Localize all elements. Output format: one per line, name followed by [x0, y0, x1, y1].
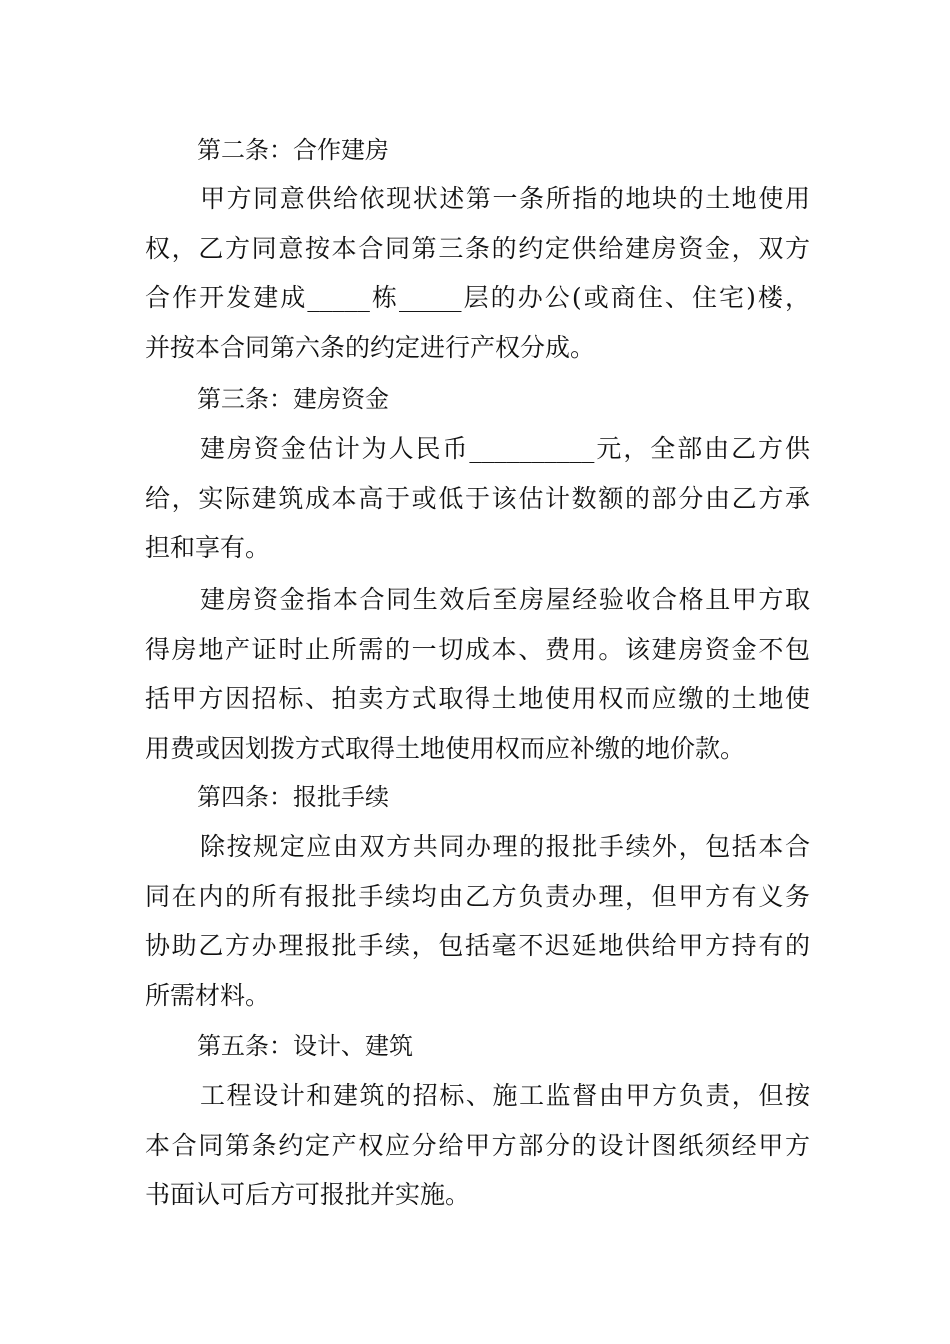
- section-3-paragraph-1: [145, 424, 810, 573]
- paragraph-line: 用费或因划拨方式取得土地使用权而应补缴的地价款。: [145, 733, 746, 763]
- section-4-heading-block: [145, 782, 810, 812]
- paragraph-line: 甲方同意供给依现状述第一条所指的地块的土地使用: [200, 184, 810, 213]
- section-2-paragraph: [145, 174, 810, 372]
- paragraph-line: 给，实际建筑成本高于或低于该估计数额的部分由乙方承: [145, 483, 810, 513]
- section-3-paragraph-2: [145, 575, 810, 773]
- paragraph-line: 建房资金指本合同生效后至房屋经验收合格且甲方取: [200, 585, 810, 614]
- paragraph: [145, 822, 810, 1020]
- paragraph: [145, 174, 810, 372]
- paragraph-line: 担和享有。: [145, 533, 271, 562]
- paragraph-line: 本合同第条约定产权应分给甲方部分的设计图纸须经甲方: [145, 1130, 810, 1160]
- paragraph-line: 并按本合同第六条的约定进行产权分成。: [145, 332, 596, 362]
- paragraph-line: 括甲方因招标、拍卖方式取得土地使用权而应缴的土地使: [145, 684, 810, 713]
- section-heading: 第二条：合作建房: [197, 136, 389, 164]
- paragraph-line: 得房地产证时止所需的一切成本、费用。该建房资金不包: [145, 634, 810, 664]
- section-3-heading-block: [145, 384, 810, 414]
- paragraph: [145, 1071, 810, 1220]
- paragraph: [145, 575, 810, 773]
- paragraph-line: 同在内的所有报批手续均由乙方负责办理，但甲方有义务: [145, 881, 810, 911]
- section-5-paragraph: [145, 1071, 810, 1220]
- section-2-heading-block: [145, 135, 810, 165]
- paragraph-line: 权，乙方同意按本合同第三条的约定供给建房资金，双方: [145, 233, 810, 263]
- paragraph-line: 所需材料。: [145, 980, 271, 1010]
- section-heading: 第四条：报批手续: [197, 783, 389, 811]
- section-heading: 第三条：建房资金: [197, 385, 389, 413]
- paragraph: [145, 424, 810, 573]
- section-4-paragraph: [145, 822, 810, 1020]
- paragraph-line: 书面认可后方可报批并实施。: [145, 1180, 471, 1209]
- paragraph-line: 建房资金估计为人民币__________元，全部由乙方供: [200, 434, 810, 463]
- section-heading: 第五条：设计、建筑: [197, 1032, 413, 1060]
- paragraph-line: 协助乙方办理报批手续，包括毫不迟延地供给甲方持有的: [145, 931, 810, 960]
- section-5-heading-block: [145, 1031, 810, 1061]
- paragraph-line: 除按规定应由双方共同办理的报批手续外，包括本合: [200, 832, 810, 861]
- paragraph-line: 工程设计和建筑的招标、施工监督由甲方负责，但按: [200, 1081, 810, 1110]
- paragraph-line: 合作开发建成_____栋_____层的办公(或商住、住宅)楼，: [145, 283, 810, 312]
